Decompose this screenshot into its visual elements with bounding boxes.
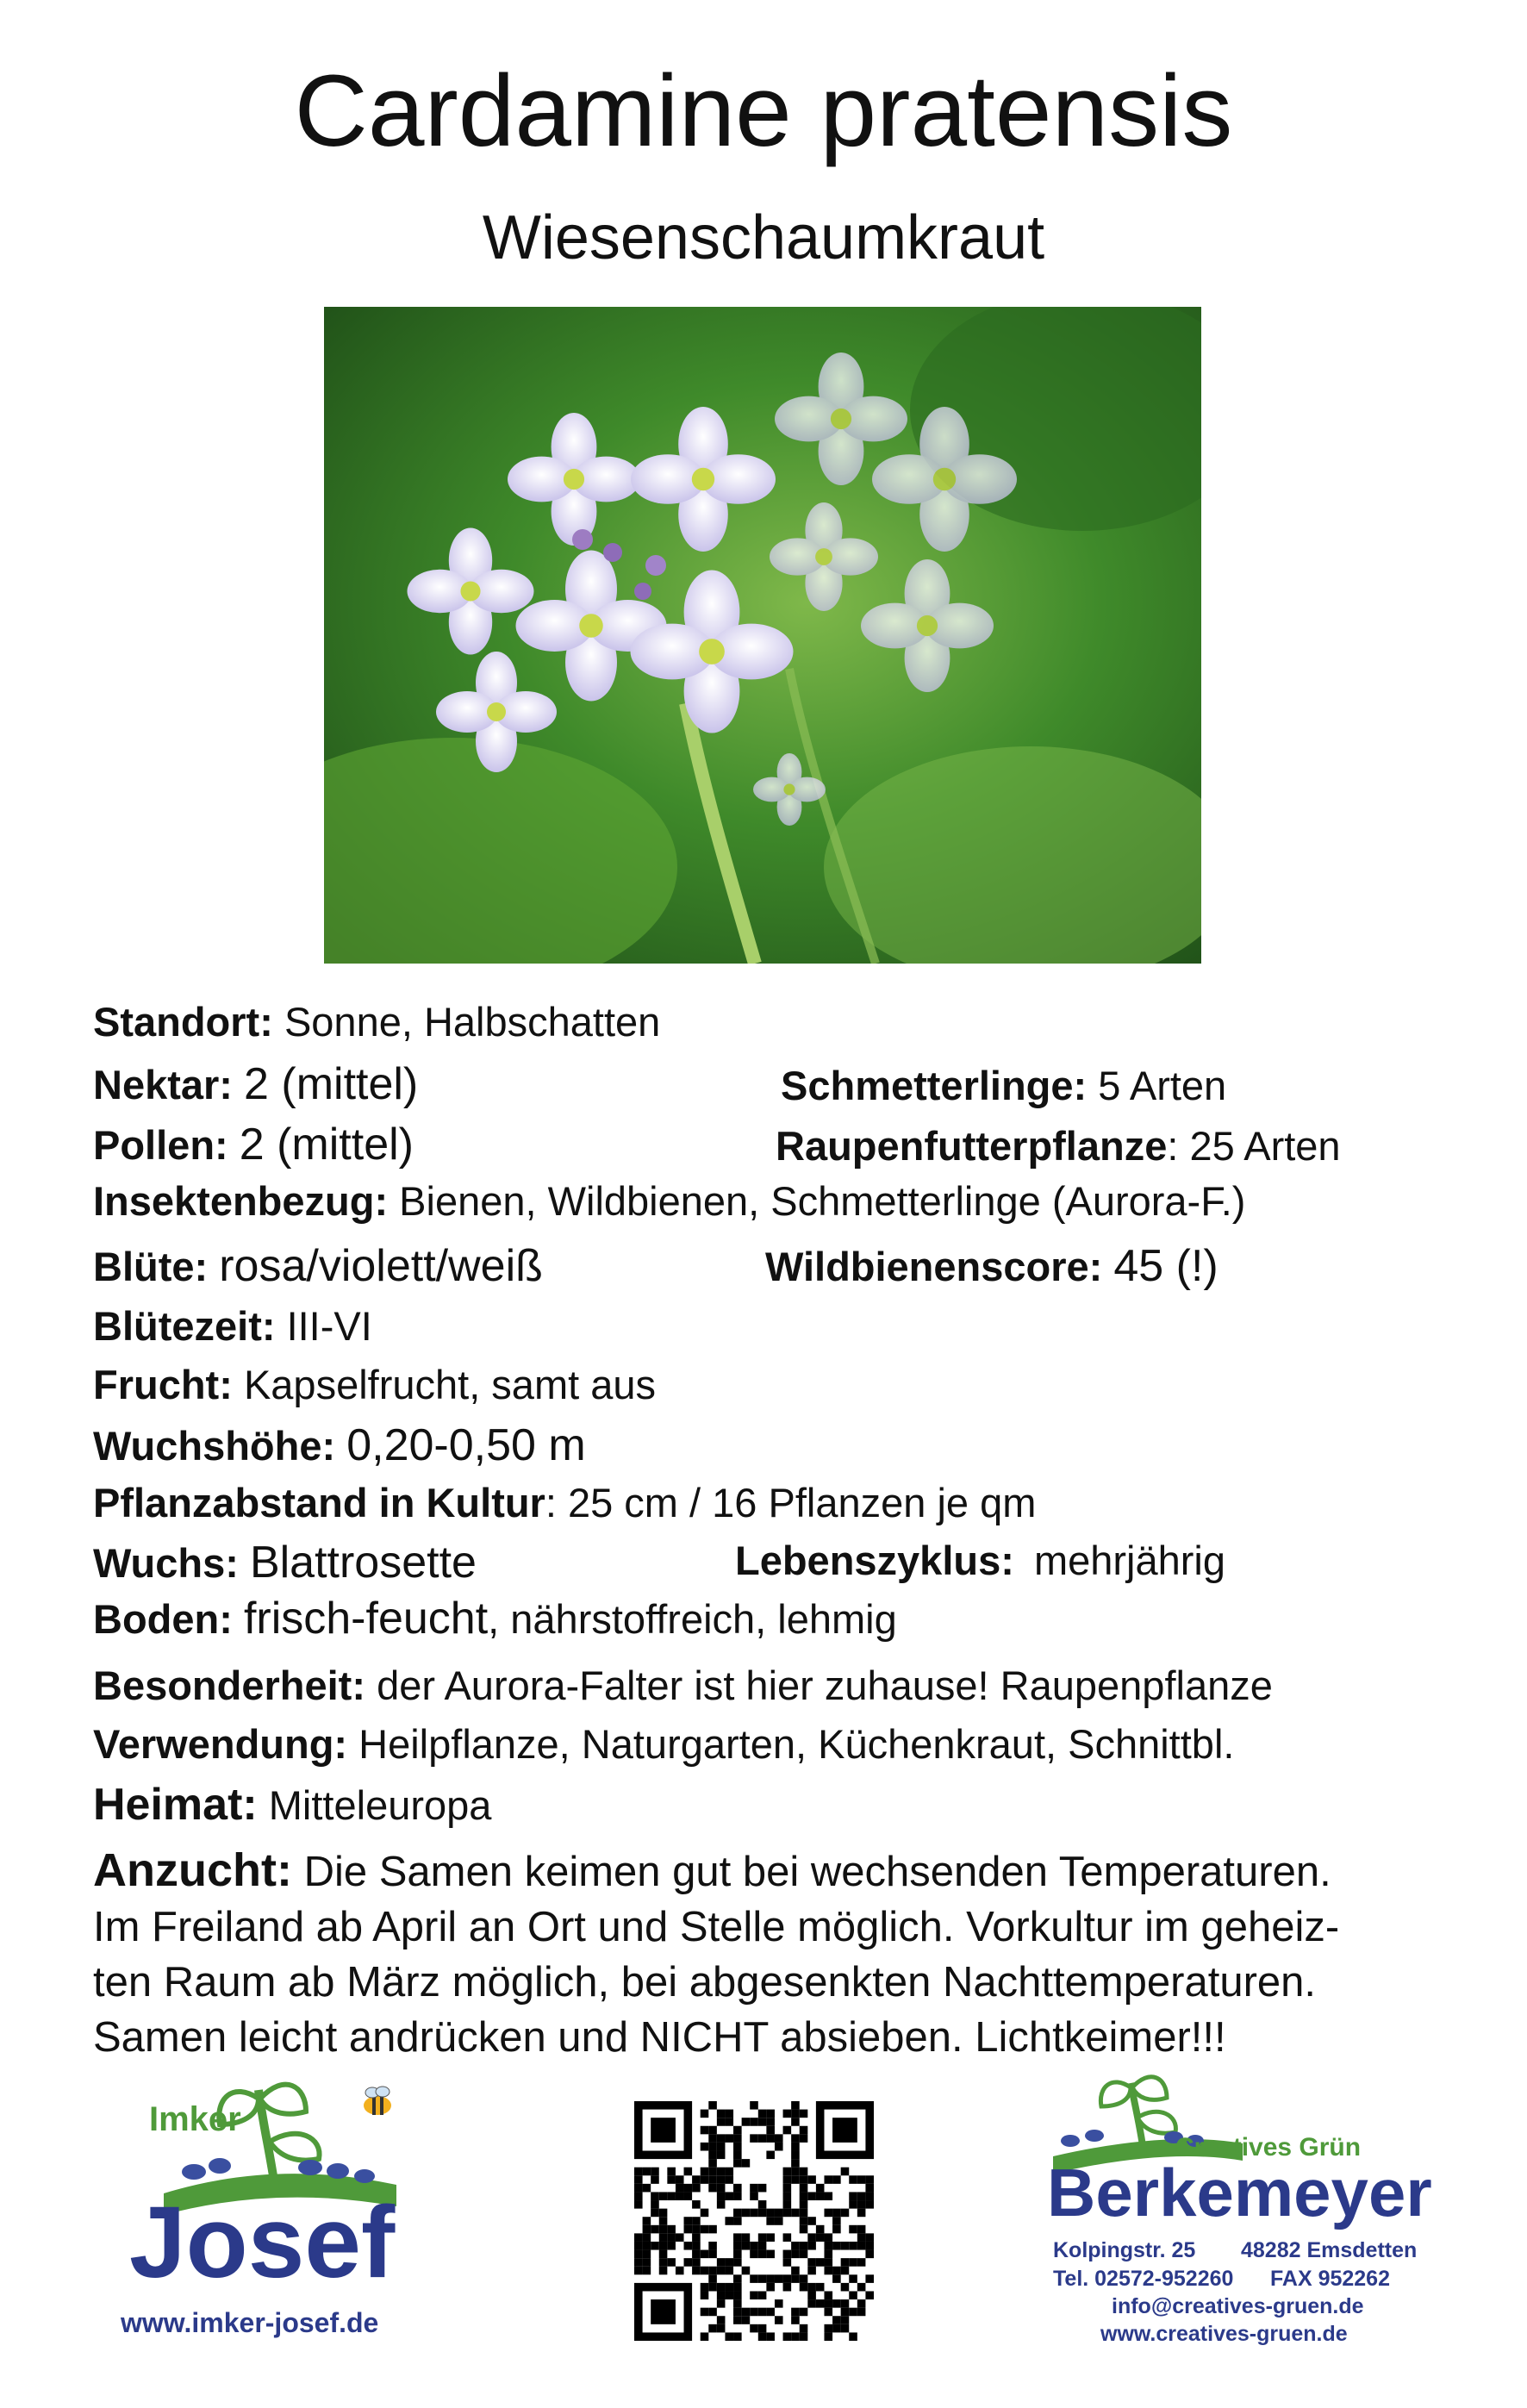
heimat-value: Mitteleuropa — [268, 1782, 492, 1828]
boden-value: , nährstoffreich, lehmig — [488, 1596, 897, 1642]
info-boden — [93, 1594, 897, 1644]
heimat-label: Heimat: — [93, 1780, 258, 1830]
anzucht-label: Anzucht: — [93, 1844, 292, 1896]
frucht-label: Frucht: — [93, 1362, 233, 1407]
verwendung-label: Verwendung: — [93, 1721, 348, 1767]
info-pollen — [93, 1120, 414, 1170]
berk-fax: FAX 952262 — [1270, 2267, 1390, 2291]
anzucht-line-2: Im Freiland ab April an Ort und Stelle möglich. Vorkultur im geheiz- — [93, 1904, 1340, 1950]
nektar-value: 2 (mittel) — [244, 1059, 419, 1109]
imker-url[interactable]: www.imker-josef.de — [121, 2307, 379, 2338]
raupen-label: Raupenfutterpflanze — [776, 1123, 1168, 1169]
info-raupenfutter — [776, 1123, 1341, 1169]
wuchshoehe-label: Wuchshöhe: — [93, 1423, 336, 1469]
info-anzucht — [93, 1843, 1472, 2065]
abstand-label: Pflanzabstand in Kultur — [93, 1480, 545, 1525]
bluetezeit-label: Blütezeit: — [93, 1303, 276, 1349]
raupen-value: : 25 Arten — [1167, 1123, 1341, 1169]
berkemeyer-logo — [1044, 2062, 1441, 2346]
nektar-label: Nektar: — [93, 1062, 233, 1107]
insekten-label: Insektenbezug: — [93, 1178, 389, 1224]
berk-city: 48282 Emsdetten — [1241, 2238, 1418, 2262]
josef-word: Josef — [129, 2186, 396, 2299]
pollen-label: Pollen: — [93, 1122, 228, 1168]
qr-code-icon[interactable] — [634, 2101, 874, 2341]
info-nektar — [93, 1059, 419, 1109]
anzucht-line-3: ten Raum ab März möglich, bei abgesenkten Nachttemperaturen. — [93, 1959, 1317, 2006]
info-wuchshoehe — [93, 1420, 586, 1470]
bee-icon — [364, 2087, 391, 2115]
schmetterlinge-label: Schmetterlinge: — [781, 1063, 1088, 1108]
standort-value: Sonne, Halbschatten — [284, 999, 661, 1045]
berk-web[interactable]: www.creatives-gruen.de — [1100, 2322, 1348, 2346]
lebenszyklus-value: mehrjährig — [1033, 1538, 1225, 1583]
berk-tel: Tel. 02572-952260 — [1053, 2267, 1234, 2291]
berk-name: Berkemeyer — [1047, 2155, 1432, 2230]
verwendung-value: Heilpflanze, Naturgarten, Küchenkraut, Schnittbl. — [358, 1721, 1235, 1767]
standort-label: Standort: — [93, 999, 273, 1045]
berk-street: Kolpingstr. 25 — [1053, 2238, 1196, 2262]
anzucht-line-1: Die Samen keimen gut bei wechsenden Temperaturen. — [291, 1849, 1331, 1895]
boden-value-main: frisch-feucht — [243, 1594, 489, 1644]
wuchs-label: Wuchs: — [93, 1540, 239, 1586]
pollen-value: 2 (mittel) — [239, 1120, 414, 1170]
schmetterlinge-value: 5 Arten — [1098, 1063, 1227, 1108]
info-heimat — [93, 1780, 492, 1830]
info-pflanzabstand — [93, 1482, 1036, 1523]
info-bluetezeit — [93, 1303, 372, 1349]
wildbienen-label: Wildbienenscore: — [765, 1244, 1103, 1289]
page-subtitle: Wiesenschaumkraut — [482, 203, 1045, 272]
anzucht-line-4: Samen leicht andrücken und NICHT absieben. Lichtkeimer!!! — [93, 2014, 1226, 2061]
wuchs-value: Blattrosette — [249, 1538, 477, 1588]
bluetezeit-value: III-VI — [286, 1303, 372, 1349]
info-wuchs — [93, 1538, 477, 1588]
page-title: Cardamine pratensis — [294, 54, 1233, 168]
lebenszyklus-label: Lebenszyklus: — [735, 1538, 1014, 1583]
bluete-value: rosa/violett/weiß — [219, 1241, 543, 1291]
info-lebenszyklus — [735, 1540, 1225, 1581]
boden-label: Boden: — [93, 1596, 233, 1642]
info-besonderheit — [93, 1665, 1273, 1706]
info-bluete — [93, 1241, 543, 1291]
info-insekten — [93, 1178, 1246, 1224]
info-schmetterlinge — [781, 1065, 1226, 1106]
info-wildbienenscore — [765, 1241, 1218, 1291]
berk-email[interactable]: info@creatives-gruen.de — [1112, 2294, 1364, 2318]
frucht-value: Kapselfrucht, samt aus — [243, 1362, 656, 1407]
info-verwendung — [93, 1721, 1235, 1767]
besonderheit-label: Besonderheit: — [93, 1663, 365, 1708]
berk-tagline: Creatives Grün — [1175, 2133, 1362, 2162]
bluete-label: Blüte: — [93, 1244, 209, 1289]
abstand-value: : 25 cm / 16 Pflanzen je qm — [545, 1480, 1037, 1525]
imker-josef-logo — [112, 2064, 448, 2340]
wuchshoehe-value: 0,20-0,50 m — [346, 1420, 586, 1470]
insekten-value: Bienen, Wildbienen, Schmetterlinge (Aurora-F.) — [399, 1178, 1246, 1224]
info-standort — [93, 999, 661, 1045]
info-frucht — [93, 1364, 656, 1405]
flower-photo — [324, 307, 1201, 964]
imker-word: Imker — [149, 2100, 241, 2138]
besonderheit-value: der Aurora-Falter ist hier zuhause! Raupenpflanze — [377, 1663, 1273, 1708]
wildbienen-value: 45 (!) — [1113, 1241, 1218, 1291]
